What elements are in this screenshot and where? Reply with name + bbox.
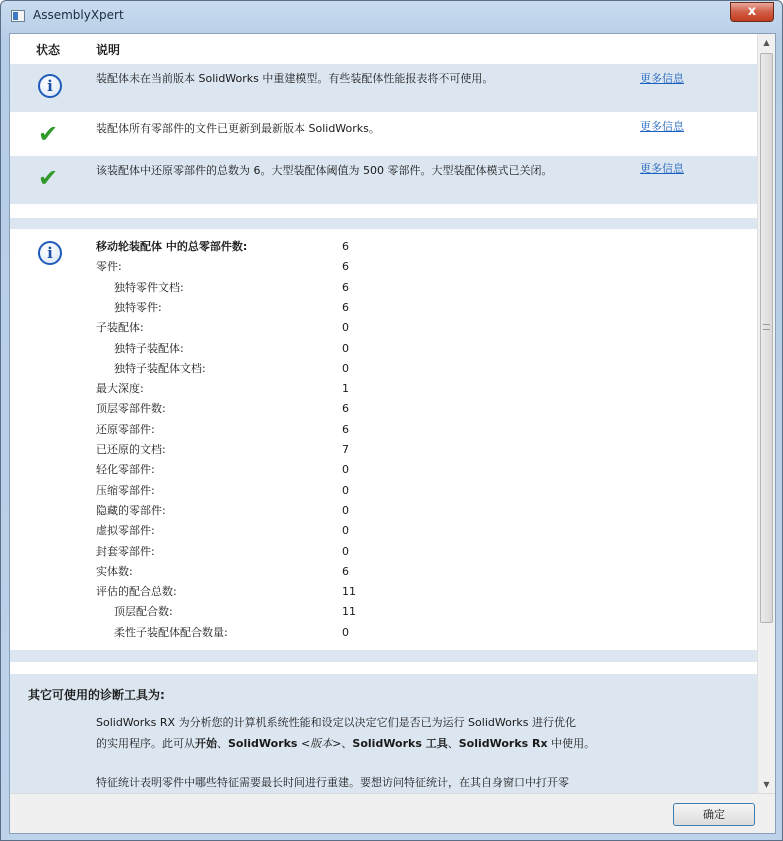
message-row [10, 64, 757, 112]
stat-value: 6 [342, 422, 349, 436]
stat-row [10, 602, 757, 622]
stat-value: 0 [342, 524, 349, 538]
stat-label: 轻化零部件: [96, 463, 155, 477]
stat-label: 柔性子装配体配合数量: [114, 625, 228, 639]
check-icon: ✔ [38, 164, 59, 192]
feature-statistics-description: 特征统计表明零件中哪些特征需要最长时间进行重建。要想访问特征统计，在其自身窗口中打开零 [96, 776, 569, 789]
menu-separator: 、 [217, 737, 228, 750]
solidworks-rx-description [96, 712, 746, 754]
stat-value: 0 [342, 361, 349, 375]
menu-separator: 、 [447, 737, 459, 750]
message-text: 该装配体中还原零部件的总数为 6。大型装配体阈值为 500 零部件。大型装配体模式已关闭。 [96, 164, 553, 177]
menu-solidworks-rx: SolidWorks Rx [458, 737, 548, 750]
button-bar [10, 793, 775, 833]
stat-row [10, 237, 757, 257]
section-divider [10, 650, 757, 662]
stat-row [10, 521, 757, 541]
scroll-up-arrow-icon[interactable]: ▲ [763, 38, 770, 47]
message-text: 装配体所有零部件的文件已更新到最新版本 SolidWorks。 [96, 122, 380, 135]
stat-row [10, 298, 757, 318]
info-icon: i [38, 74, 62, 98]
description-column-header: 说明 [96, 43, 121, 57]
app-icon [11, 10, 25, 22]
stat-label: 虚拟零部件: [96, 524, 155, 538]
stat-label: 独特零件: [114, 300, 162, 314]
rx-line-2-suffix: 中使用。 [547, 737, 596, 750]
stat-value: 6 [342, 564, 349, 578]
column-header [10, 38, 757, 60]
stat-label: 已还原的文档: [96, 443, 166, 456]
menu-solidworks: SolidWorks [228, 737, 298, 750]
report-scroll-area [10, 34, 757, 793]
other-tools-section [10, 674, 757, 793]
scrollbar-thumb[interactable] [760, 53, 773, 623]
stat-label: 实体数: [96, 564, 133, 578]
status-column-header: 状态 [36, 43, 61, 57]
stat-row [10, 257, 757, 277]
stat-row [10, 278, 757, 298]
stat-label: 最大深度: [96, 382, 144, 396]
stat-label: 还原零部件: [96, 422, 155, 436]
stat-label: 隐藏的零部件: [96, 503, 166, 517]
more-info-link[interactable]: 更多信息 [640, 72, 684, 85]
stat-value: 0 [342, 321, 349, 335]
stat-value: 6 [342, 300, 349, 314]
stat-row [10, 582, 757, 602]
scroll-down-arrow-icon[interactable]: ▼ [763, 780, 770, 789]
stat-value: 6 [342, 240, 349, 253]
stat-row [10, 623, 757, 643]
check-icon: ✔ [38, 120, 59, 148]
stat-value: 11 [342, 605, 356, 619]
section-divider [10, 218, 757, 229]
stat-row [10, 501, 757, 521]
stat-label: 独特零件文档: [114, 280, 184, 294]
stat-label: 子装配体: [96, 321, 144, 335]
stat-value: 0 [342, 341, 349, 355]
stat-label: 顶层零部件数: [96, 402, 166, 416]
menu-separator: 、 [341, 737, 353, 750]
stat-row [10, 359, 757, 379]
stat-value: 1 [342, 382, 349, 396]
stat-value: 0 [342, 625, 349, 639]
info-icon: i [38, 241, 62, 265]
more-info-link[interactable]: 更多信息 [640, 120, 684, 133]
message-text: 装配体未在当前版本 SolidWorks 中重建模型。有些装配体性能报表将不可使用。 [96, 72, 494, 85]
close-button[interactable]: x [730, 2, 774, 22]
stat-value: 0 [342, 503, 349, 517]
rx-line-1: SolidWorks RX 为分析您的计算机系统性能和设定以决定它们是否已为运行 SolidWorks 进行优化 [96, 716, 576, 729]
other-tools-title: 其它可使用的诊断工具为: [28, 688, 165, 702]
stat-value: 6 [342, 260, 349, 274]
stat-row [10, 318, 757, 338]
stat-row [10, 440, 757, 460]
stat-value: 11 [342, 585, 356, 599]
stat-row [10, 562, 757, 582]
menu-start: 开始 [195, 737, 217, 750]
rx-line-2-prefix: 的实用程序。此可从 [96, 737, 195, 750]
menu-version: <版本> [297, 737, 342, 750]
more-info-link[interactable]: 更多信息 [640, 162, 684, 175]
message-row [10, 156, 757, 204]
stat-label: 独特子装配体文档: [114, 361, 206, 375]
stat-row [10, 481, 757, 501]
stat-row [10, 399, 757, 419]
stat-label: 压缩零部件: [96, 483, 155, 497]
message-row [10, 112, 757, 156]
stat-value: 0 [342, 483, 349, 497]
window-title: AssemblyXpert [33, 8, 124, 22]
stat-row [10, 542, 757, 562]
stat-label: 评估的配合总数: [96, 585, 177, 599]
stat-value: 7 [342, 443, 349, 456]
stat-label: 独特子装配体: [114, 341, 184, 355]
ok-button[interactable]: 确定 [673, 803, 755, 826]
stat-value: 0 [342, 463, 349, 477]
dialog-client [9, 33, 776, 834]
menu-solidworks-tools: SolidWorks 工具 [352, 737, 448, 750]
stat-label: 顶层配合数: [114, 605, 173, 619]
stat-label: 零件: [96, 260, 122, 274]
stat-row [10, 420, 757, 440]
stat-label: 封套零部件: [96, 544, 155, 558]
stat-row [10, 460, 757, 480]
stat-row [10, 379, 757, 399]
stat-value: 6 [342, 402, 349, 416]
vertical-scrollbar[interactable] [757, 34, 775, 793]
rx-line-2 [96, 733, 746, 754]
stat-value: 0 [342, 544, 349, 558]
stat-value: 6 [342, 280, 349, 294]
stat-row [10, 339, 757, 359]
stat-label: 移动轮装配体 中的总零部件数: [96, 240, 248, 253]
grip-icon [763, 324, 770, 330]
title-bar[interactable] [1, 1, 782, 33]
